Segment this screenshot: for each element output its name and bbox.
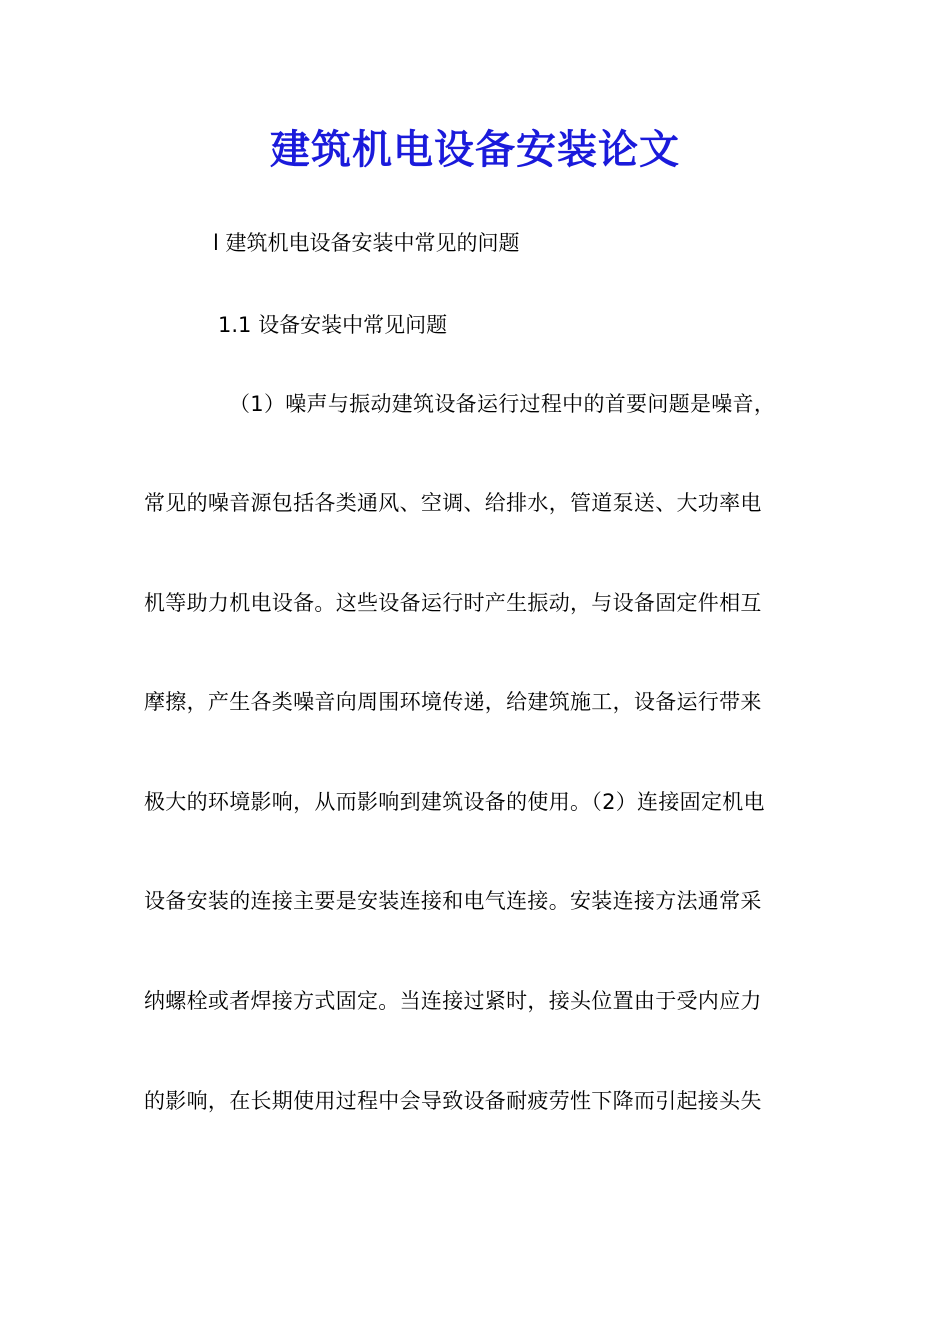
section-heading-1: l 建筑机电设备安装中常见的问题 — [213, 231, 520, 255]
paragraph-line: 极大的环境影响，从而影响到建筑设备的使用。（2）连接固定机电 — [144, 790, 765, 814]
paragraph-line: 机等助力机电设备。这些设备运行时产生振动，与设备固定件相互 — [144, 591, 762, 615]
paragraph-line: 设备安装的连接主要是安装连接和电气连接。安装连接方法通常采 — [144, 889, 762, 913]
paragraph-line: 的影响，在长期使用过程中会导致设备耐疲劳性下降而引起接头失 — [144, 1089, 762, 1113]
paragraph-line: 常见的噪音源包括各类通风、空调、给排水，管道泵送、大功率电 — [144, 491, 762, 515]
paragraph-line: （1）噪声与振动建筑设备运行过程中的首要问题是噪音， — [229, 392, 776, 416]
document-title: 建筑机电设备安装论文 — [270, 126, 680, 173]
paragraph-line: 纳螺栓或者焊接方式固定。当连接过紧时，接头位置由于受内应力 — [144, 989, 762, 1013]
paragraph-line: 摩擦，产生各类噪音向周围环境传递，给建筑施工，设备运行带来 — [144, 690, 762, 714]
section-heading-1-1: 1.1 设备安装中常见问题 — [218, 313, 448, 337]
